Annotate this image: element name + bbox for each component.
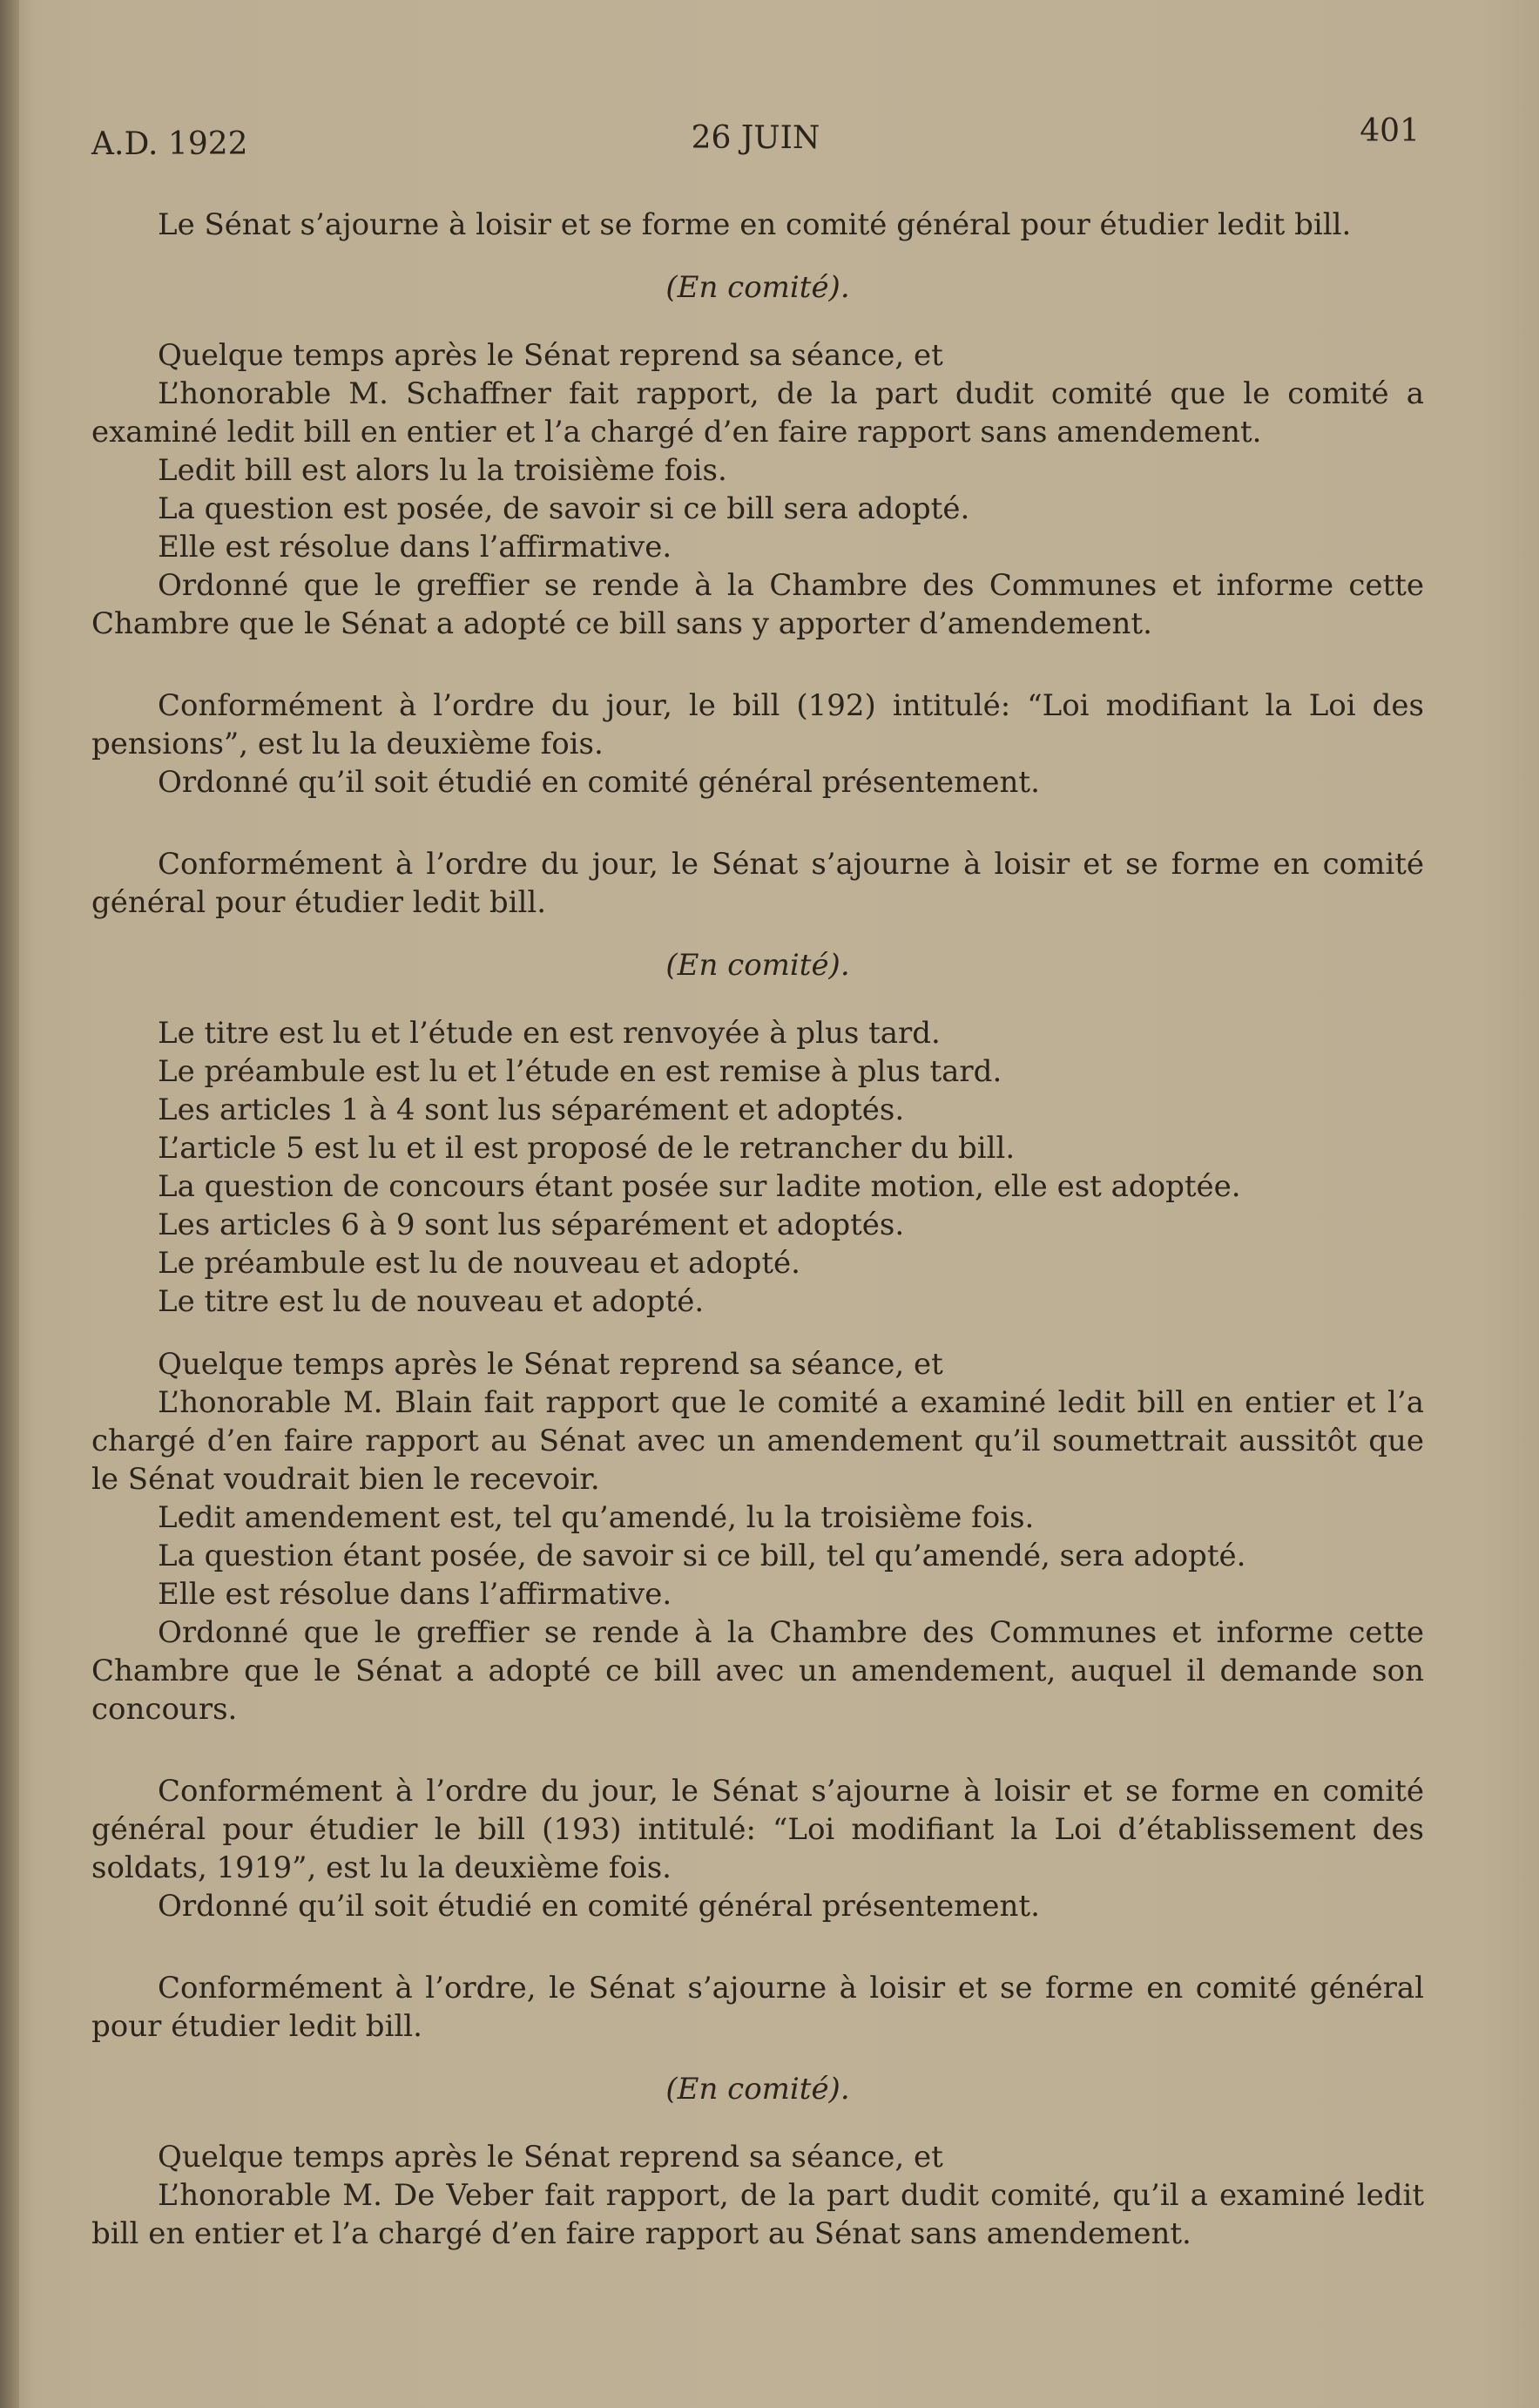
section-5 [91,1345,1424,1728]
paragraph: Le préambule est lu de nouveau et adopté. [158,1246,800,1281]
section-2 [91,687,1424,802]
paragraph: Ordonné qu’il soit étudié en comité général présentement. [158,765,1040,800]
spacer [91,1728,1424,1772]
page-number: 401 [1360,113,1420,149]
paragraph: Elle est résolue dans l’affirmative. [158,530,672,565]
section-heading: (En comité). [665,2072,850,2107]
section-1 [91,268,1424,643]
paragraph: Quelque temps après le Sénat reprend sa séance, et [158,2140,943,2175]
paragraph: Ordonné que le greffier se rende à la Chambre des Communes et informe cette Chambre que le Sénat a adopté ce bill sans y apporter d’amendement. [91,568,1424,641]
paragraph: Ordonné qu’il soit étudié en comité général présentement. [158,1889,1040,1924]
paragraph: L’article 5 est lu et il est proposé de le retrancher du bill. [158,1131,1016,1166]
section-4 [91,946,1424,1321]
section-7 [91,1969,1424,2046]
paragraph: La question de concours étant posée sur ladite motion, elle est adoptée. [158,1169,1241,1204]
paragraph: Les articles 6 à 9 sont lus séparément et adoptés. [158,1207,905,1242]
paragraph: Quelque temps après le Sénat reprend sa séance, et [158,1347,943,1382]
book-spine-shadow [0,0,19,2408]
paragraph: Les articles 1 à 4 sont lus séparément et adoptés. [158,1092,905,1127]
paragraph: Le Sénat s’ajourne à loisir et se forme en comité général pour étudier ledit bill. [158,207,1352,242]
paragraph: Le titre est lu de nouveau et adopté. [158,1284,705,1319]
section-6 [91,1772,1424,1925]
spacer [91,1321,1424,1345]
paragraph: Ordonné que le greffier se rende à la Chambre des Communes et informe cette Chambre que le Sénat a adopté ce bill avec un amendement, auquel il demande son concours. [91,1615,1424,1727]
paragraph: La question est posée, de savoir si ce bill sera adopté. [158,491,970,526]
spacer [91,643,1424,687]
paragraph: Le titre est lu et l’étude en est renvoyée à plus tard. [158,1016,941,1051]
section-heading: (En comité). [665,270,850,305]
paragraph: Elle est résolue dans l’affirmative. [158,1577,672,1612]
paragraph: Ledit bill est alors lu la troisième fois. [158,453,727,488]
page-body [91,206,1424,2253]
paragraph: La question étant posée, de savoir si ce bill, tel qu’amendé, sera adopté. [158,1539,1246,1573]
paragraph: Conformément à l’ordre du jour, le Sénat s’ajourne à loisir et se forme en comité général pour étudier le bill (193) intitulé: “Loi modifiant la Loi d’établissement des soldats, 1919”, est lu la deuxième fois. [91,1774,1424,1885]
paragraph: Quelque temps après le Sénat reprend sa séance, et [158,338,943,373]
paragraph: Le préambule est lu et l’étude en est remise à plus tard. [158,1054,1002,1089]
paragraph: Conformément à l’ordre du jour, le Sénat s’ajourne à loisir et se forme en comité général pour étudier ledit bill. [91,847,1424,920]
paragraph: Conformément à l’ordre, le Sénat s’ajourne à loisir et se forme en comité général pour étudier ledit bill. [91,1971,1424,2044]
section-3 [91,845,1424,922]
header-year: A.D. 1922 [91,126,248,162]
section-heading: (En comité). [665,948,850,983]
page-header [91,113,1420,166]
section-0 [91,206,1424,244]
paragraph: Conformément à l’ordre du jour, le bill (192) intitulé: “Loi modifiant la Loi des pensions”, est lu la deuxième fois. [91,688,1424,761]
spacer [91,802,1424,845]
paragraph: L’honorable M. Blain fait rapport que le comité a examiné ledit bill en entier et l’a chargé d’en faire rapport au Sénat avec un amendement qu’il soumettrait aussitôt que le Sénat voudrait bien le recevoir. [91,1385,1424,1497]
spacer [91,1925,1424,1969]
paragraph: L’honorable M. Schaffner fait rapport, de la part dudit comité que le comité a examiné ledit bill en entier et l’a chargé d’en faire rapport sans amendement. [91,376,1424,450]
header-date: 26 JUIN [691,120,820,156]
paragraph: L’honorable M. De Veber fait rapport, de la part dudit comité, qu’il a examiné ledit bill en entier et l’a chargé d’en faire rapport au Sénat sans amendement. [91,2178,1424,2251]
paragraph: Ledit amendement est, tel qu’amendé, lu la troisième fois. [158,1500,1035,1535]
section-8 [91,2070,1424,2253]
